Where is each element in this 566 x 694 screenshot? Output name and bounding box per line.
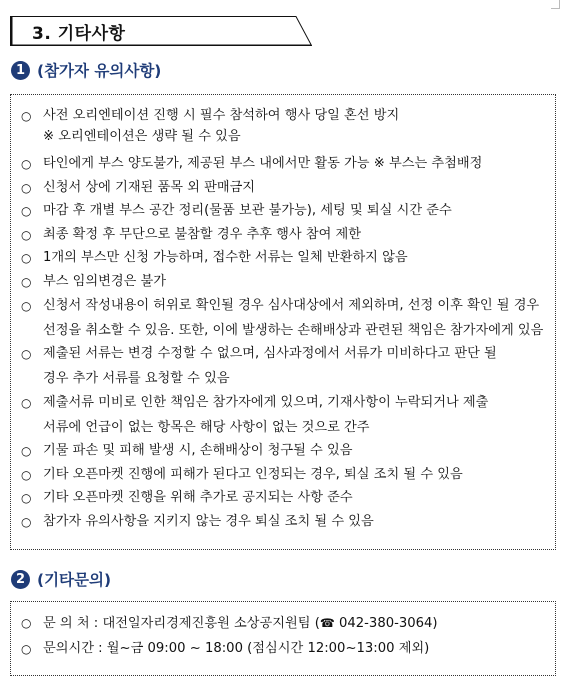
list-item-continuation: 선정을 취소할 수 있음. 또한, 이에 발생하는 손해배상과 관련된 책임은 참가자에게 있음 bbox=[43, 322, 544, 338]
bullet-icon: ○ bbox=[21, 157, 32, 171]
bullet-icon: ○ bbox=[21, 395, 32, 410]
contact-phone-open: ( bbox=[314, 616, 320, 631]
bullet-icon: ○ bbox=[21, 616, 32, 630]
section-title-text: 기타사항 bbox=[57, 24, 126, 44]
contact-label: 문 의 처 : bbox=[43, 616, 99, 631]
subsection-heading-notice bbox=[11, 59, 161, 81]
bullet-icon: ○ bbox=[21, 642, 32, 656]
section-header bbox=[10, 16, 312, 46]
bullet-icon: ○ bbox=[21, 444, 32, 459]
list-item-text: 제출서류 미비로 인한 책임은 참가자에게 있으며, 기재사항이 누락되거나 제출 bbox=[43, 394, 489, 410]
bullet-icon: ○ bbox=[21, 227, 32, 242]
bullet-icon: ○ bbox=[21, 514, 32, 529]
bullet-icon: ○ bbox=[21, 347, 32, 362]
bullet-icon: ○ bbox=[21, 275, 32, 289]
list-item-text: 기물 파손 및 피해 발생 시, 손해배상이 청구될 수 있음 bbox=[43, 443, 353, 459]
subsection-heading-inquiry bbox=[11, 568, 111, 590]
bullet-icon: ○ bbox=[21, 491, 32, 506]
section-number: 3. bbox=[32, 24, 52, 44]
contact-phone: 042-380-3064) bbox=[339, 616, 438, 631]
list-item-continuation: 경우 추가 서류를 요청할 수 있음 bbox=[43, 371, 230, 387]
list-item-text: 최종 확정 후 무단으로 불참할 경우 추후 행사 참여 제한 bbox=[43, 226, 361, 242]
page-corner-mark bbox=[551, 0, 560, 9]
notice-box bbox=[10, 94, 556, 550]
phone-icon: ☎ bbox=[319, 616, 335, 630]
inquiry-box bbox=[10, 601, 556, 676]
bullet-icon: ○ bbox=[21, 467, 32, 482]
list-item-text: 사전 오리엔테이션 진행 시 필수 참석하여 행사 당일 혼선 방지 bbox=[43, 108, 400, 123]
list-item-text: 제출된 서류는 변경 수정할 수 없으며, 심사과정에서 서류가 미비하다고 판단 될 bbox=[43, 346, 497, 362]
list-item-text: 타인에게 부스 양도불가, 제공된 부스 내에서만 활동 가능 ※ 부스는 추첨배정 bbox=[43, 156, 483, 171]
list-item-text: 부스 임의변경은 불가 bbox=[43, 274, 167, 289]
list-item-continuation: ※ 오리엔테이션은 생략 될 수 있음 bbox=[43, 129, 241, 144]
bullet-icon: ○ bbox=[21, 204, 32, 219]
bullet-icon: ○ bbox=[21, 298, 32, 313]
number-circle-icon: 1 bbox=[11, 61, 30, 80]
list-item-text: 신청서 작성내용이 허위로 확인될 경우 심사대상에서 제외하며, 선정 이후 확인 될 경우 bbox=[43, 297, 540, 313]
subsection-title: (기타문의) bbox=[37, 571, 112, 589]
contact-line bbox=[43, 614, 438, 633]
list-item-continuation: 서류에 언급이 없는 항목은 해당 사항이 없는 것으로 간주 bbox=[43, 419, 370, 435]
subsection-title: (참가자 유의사항) bbox=[37, 62, 162, 80]
bullet-icon: ○ bbox=[21, 180, 32, 195]
hours-value: 월~금 09:00 ~ 18:00 (점심시간 12:00~13:00 제외) bbox=[106, 641, 430, 656]
list-item-text: 기타 오픈마켓 진행에 피해가 된다고 인정되는 경우, 퇴실 조치 될 수 있음 bbox=[43, 466, 463, 482]
hours-label: 문의시간 : bbox=[43, 641, 103, 656]
bullet-icon: ○ bbox=[21, 251, 32, 266]
list-item-text: 신청서 상에 기재된 품목 외 판매금지 bbox=[43, 179, 256, 195]
list-item-text: 1개의 부스만 신청 가능하며, 접수한 서류는 일체 반환하지 않음 bbox=[43, 250, 408, 266]
contact-org: 대전일자리경제진흥원 소상공지원팀 bbox=[102, 616, 311, 631]
hours-line bbox=[43, 640, 429, 658]
number-circle-icon: 2 bbox=[11, 570, 30, 589]
list-item-text: 마감 후 개별 부스 공간 정리(물품 보관 불가능), 세팅 및 퇴실 시간 준수 bbox=[43, 203, 452, 219]
list-item-text: 참가자 유의사항을 지키지 않는 경우 퇴실 조치 될 수 있음 bbox=[43, 513, 374, 529]
section-title bbox=[32, 19, 125, 44]
list-item-text: 기타 오픈마켓 진행을 위해 추가로 공지되는 사항 준수 bbox=[43, 490, 353, 506]
bullet-icon: ○ bbox=[21, 109, 32, 123]
